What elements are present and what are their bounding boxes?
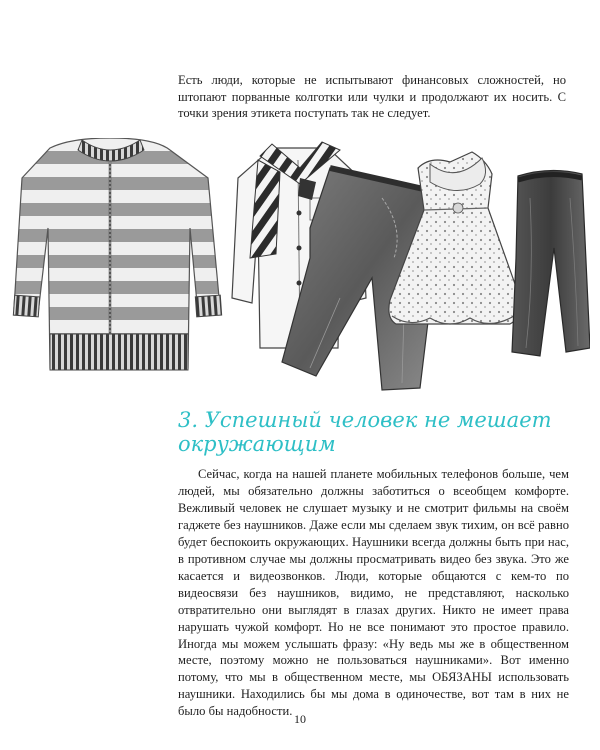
- intro-paragraph: [178, 72, 566, 122]
- striped-sweater: [13, 138, 221, 370]
- clothes-illustration: [10, 138, 590, 400]
- dark-trousers: [512, 170, 590, 356]
- section-paragraph: Сейчас, когда на нашей планете мобильных телефонов больше, чем людей, мы обязательно должны заботиться о всеобщем комфорте. Вежливый человек не слушает музыку и не смотрит фильмы на своём гаджете без наушников. Даже если мы сделаем звук тихим, он всё равно будет беспокоить окружающих. Наушники всегда должны быть при нас, в противном случае мы должны просматривать видео без звука. Это же касается и видеозвонков. Люди, которые общаются с кем-то по видеосвязи без наушников, видимо, не представляют, насколько отвратительно они выглядят в глазах других. Никто не имеет права нарушать чужой комфорт. Но не все понимают это простое правило. Иногда мы можем услышать фразу: «Ну ведь мы же в общественном месте, поэтому можно не пользоваться наушниками». Вот именно потому, что мы в общественном месте, мы ОБЯЗАНЫ использовать наушники. Находились бы мы дома в одиночестве, вот там в них не было бы надобности.: [178, 467, 569, 719]
- section-body: [178, 466, 569, 720]
- intro-text: Есть люди, которые не испытывают финансовых сложностей, но штопают порванные колготки или чулки и продолжают их носить. С точки зрения этикета поступать так не следует.: [178, 73, 566, 121]
- section-heading: 3. Успешный человек не мешает окружающим: [178, 408, 552, 456]
- page-number: 10: [294, 712, 306, 726]
